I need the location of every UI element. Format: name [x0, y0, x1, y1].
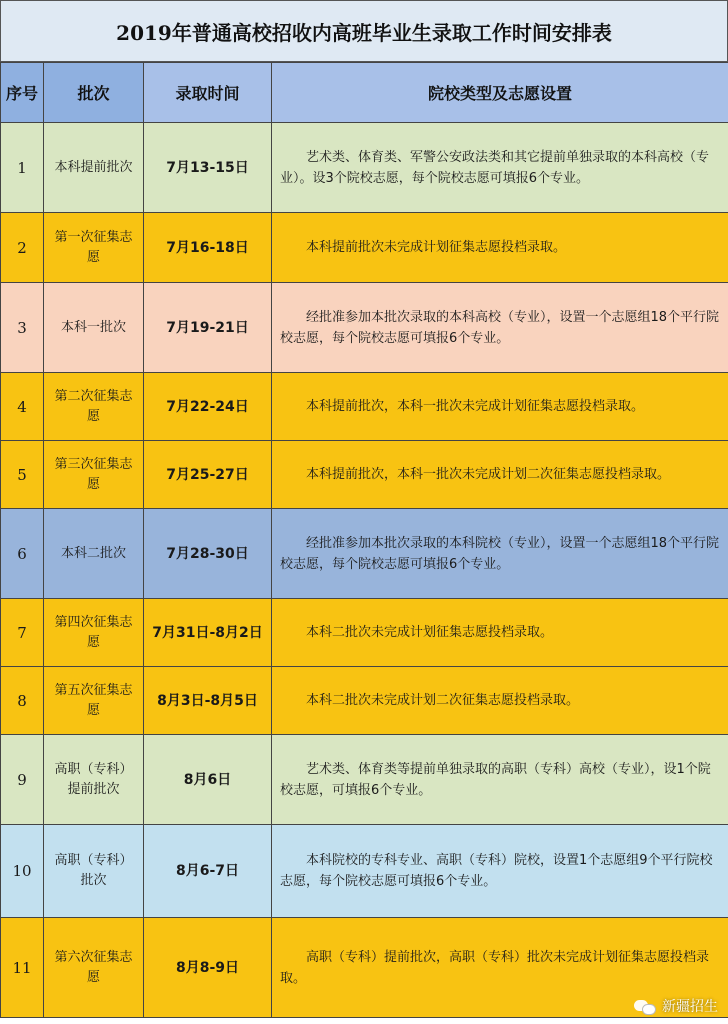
row-time: 8月6-7日 — [144, 825, 272, 918]
row-batch: 本科一批次 — [44, 283, 144, 373]
schedule-table — [0, 62, 728, 1018]
table-row — [1, 735, 728, 825]
row-desc: 本科提前批次，本科一批次未完成计划征集志愿投档录取。 — [272, 373, 728, 441]
row-desc: 本科提前批次未完成计划征集志愿投档录取。 — [272, 213, 728, 283]
row-time: 7月13-15日 — [144, 123, 272, 213]
table-row — [1, 599, 728, 667]
row-time: 7月22-24日 — [144, 373, 272, 441]
row-batch: 第五次征集志愿 — [44, 667, 144, 735]
wechat-icon — [634, 998, 656, 1014]
row-no: 4 — [1, 373, 44, 441]
table-row — [1, 373, 728, 441]
row-time: 8月8-9日 — [144, 918, 272, 1018]
header-desc: 院校类型及志愿设置 — [272, 63, 728, 123]
table-header-row — [1, 63, 728, 123]
row-no: 7 — [1, 599, 44, 667]
watermark-text: 新疆招生 — [662, 999, 718, 1015]
row-batch: 第一次征集志愿 — [44, 213, 144, 283]
table-row — [1, 123, 728, 213]
row-desc: 艺术类、体育类等提前单独录取的高职（专科）高校（专业），设1个院校志愿，可填报6个专业。 — [272, 735, 728, 825]
row-batch: 第四次征集志愿 — [44, 599, 144, 667]
row-batch: 第三次征集志愿 — [44, 441, 144, 509]
row-no: 11 — [1, 918, 44, 1018]
row-desc: 经批准参加本批次录取的本科院校（专业），设置一个志愿组18个平行院校志愿，每个院校志愿可填报6个专业。 — [272, 509, 728, 599]
table-row — [1, 213, 728, 283]
table-row — [1, 509, 728, 599]
row-desc: 本科二批次未完成计划征集志愿投档录取。 — [272, 599, 728, 667]
table-row — [1, 667, 728, 735]
row-time: 7月28-30日 — [144, 509, 272, 599]
row-time: 7月19-21日 — [144, 283, 272, 373]
row-time: 7月16-18日 — [144, 213, 272, 283]
row-batch: 高职（专科）批次 — [44, 825, 144, 918]
row-time: 8月6日 — [144, 735, 272, 825]
table-row — [1, 918, 728, 1018]
table-row — [1, 825, 728, 918]
row-batch: 高职（专科）提前批次 — [44, 735, 144, 825]
header-batch: 批次 — [44, 63, 144, 123]
row-desc: 本科院校的专科专业、高职（专科）院校，设置1个志愿组9个平行院校志愿，每个院校志愿可填报6个专业。 — [272, 825, 728, 918]
row-no: 2 — [1, 213, 44, 283]
row-desc: 高职（专科）提前批次，高职（专科）批次未完成计划征集志愿投档录取。 — [272, 918, 728, 1018]
table-row — [1, 441, 728, 509]
row-no: 8 — [1, 667, 44, 735]
row-batch: 本科二批次 — [44, 509, 144, 599]
row-no: 1 — [1, 123, 44, 213]
row-time: 7月31日-8月2日 — [144, 599, 272, 667]
row-desc: 经批准参加本批次录取的本科高校（专业），设置一个志愿组18个平行院校志愿，每个院校志愿可填报6个专业。 — [272, 283, 728, 373]
row-desc: 本科提前批次，本科一批次未完成计划二次征集志愿投档录取。 — [272, 441, 728, 509]
row-no: 5 — [1, 441, 44, 509]
row-desc: 艺术类、体育类、军警公安政法类和其它提前单独录取的本科高校（专业）。设3个院校志愿，每个院校志愿可填报6个专业。 — [272, 123, 728, 213]
watermark — [634, 996, 718, 1016]
row-time: 7月25-27日 — [144, 441, 272, 509]
row-desc: 本科二批次未完成计划二次征集志愿投档录取。 — [272, 667, 728, 735]
page-title: 2019年普通高校招收内高班毕业生录取工作时间安排表 — [0, 0, 728, 62]
row-batch: 第六次征集志愿 — [44, 918, 144, 1018]
row-no: 3 — [1, 283, 44, 373]
row-batch: 本科提前批次 — [44, 123, 144, 213]
row-time: 8月3日-8月5日 — [144, 667, 272, 735]
row-no: 6 — [1, 509, 44, 599]
row-no: 10 — [1, 825, 44, 918]
row-batch: 第二次征集志愿 — [44, 373, 144, 441]
table-row — [1, 283, 728, 373]
header-no: 序号 — [1, 63, 44, 123]
row-no: 9 — [1, 735, 44, 825]
header-time: 录取时间 — [144, 63, 272, 123]
